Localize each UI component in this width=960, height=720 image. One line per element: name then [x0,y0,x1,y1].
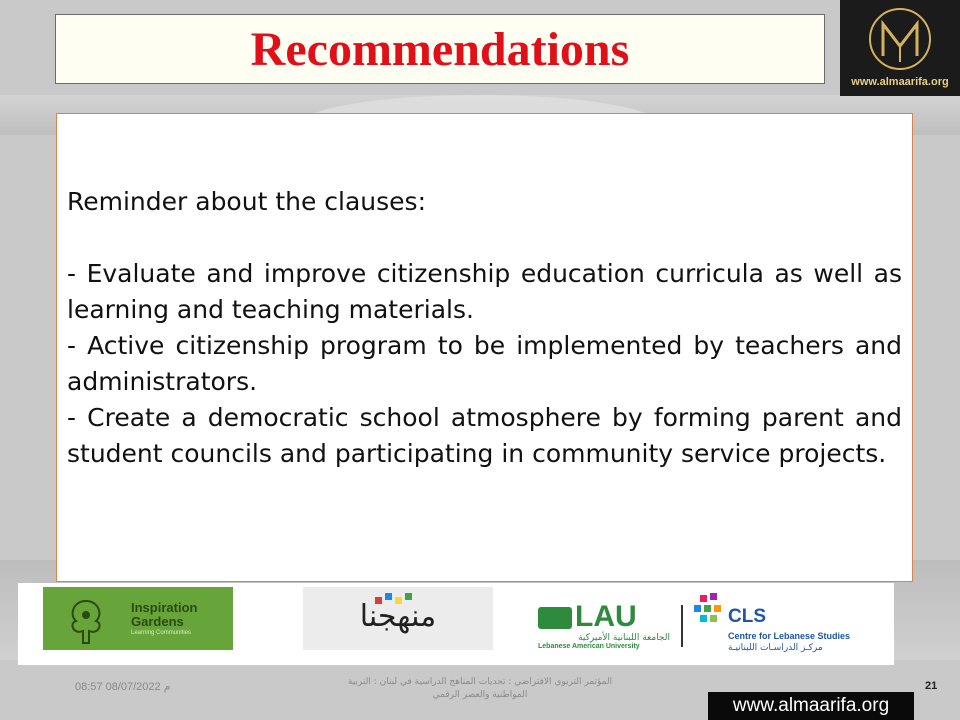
footer-conference-title: المؤتمر التربوي الافتراضي : تحديات المناهج الدراسية في لبنان : التربية المواطنية والعصر الرقمي [347,677,613,700]
logo-square [700,615,707,622]
logo-text: مركـز الدراسـات اللبنانيـة [728,643,823,653]
logo-square [710,615,717,622]
tree-icon [51,593,121,645]
logo-square [710,593,717,600]
cedar-icon [538,607,572,629]
title-box [55,14,825,84]
bullet-item: - Active citizenship program to be implemented by teachers and administrators. [67,331,902,396]
almaarifa-emblem-icon [865,4,935,74]
logo-text: Centre for Lebanese Studies [728,631,851,641]
logo-text: Inspiration [131,600,198,615]
logo-square [700,595,707,602]
logo-tagline: Learning Communities [131,630,192,636]
almaarifa-logo [840,0,960,96]
manahijuna-logo [303,587,493,650]
logo-text: Lebanese American University [538,643,640,650]
inspiration-gardens-logo [43,587,233,650]
footer-datetime: 08:57 08/07/2022 م [75,681,171,693]
bullet-item: - Evaluate and improve citizenship education curricula as well as learning and teaching materials. [67,259,902,324]
logo-square [714,605,721,612]
site-url-badge: www.almaarifa.org [708,692,914,720]
logo-divider [681,605,683,647]
logo-text: CLS [728,606,766,627]
logo-text: LAU [575,600,637,633]
page-number: 21 [925,680,938,692]
logo-square [704,605,711,612]
bullet-item: - Create a democratic school atmosphere by forming parent and student councils and participating in community service projects. [67,403,902,468]
logo-text: منهجنا [359,599,437,634]
logo-text: Gardens [131,614,184,629]
logo-url: www.almaarifa.org [851,76,949,88]
cls-logo [690,593,890,655]
logo-square [694,605,701,612]
partner-logos-strip [18,583,894,665]
lau-logo [538,601,670,651]
intro-text: Reminder about the clauses: [67,187,427,216]
content-box [56,113,913,582]
slide-title: Recommendations [250,22,630,76]
logo-text: الجامعة اللبنانية الأميركية [578,633,670,643]
